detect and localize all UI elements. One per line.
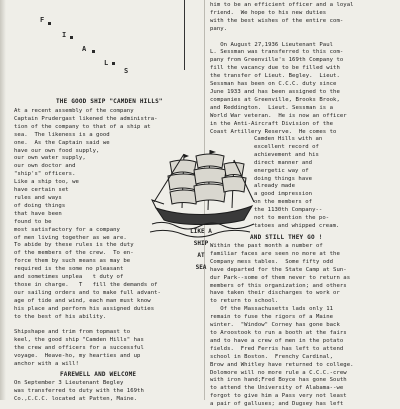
text-line: most satisfactory for a company [14,226,120,233]
text-line: him to be an efficient officer and a loyal [210,2,354,8]
text-line: our own water supply, [14,155,86,162]
text-line: Shipshape and trim from topmast to [14,329,131,336]
text-line: Company mess tables. Some fifty odd [210,258,334,265]
text-line: pany from Greenville's 169th Company to [210,57,344,64]
text-line: a pair of galluses; and Dugsey has left [210,401,344,408]
vertical-word: LIKE A [190,228,212,235]
masthead-letter: I [62,31,67,39]
masthead-letter: S [124,67,129,75]
text-line: remain to fuse the rigors of a Maine [210,314,334,321]
text-line: familiar faces are seen no more at the [210,250,340,257]
text-line: of doing things [14,202,66,209]
text-line: found to be [14,218,52,225]
text-line: Dolomore will no more rule a C.C.C.-crew [210,369,347,376]
vertical-word: SEA [195,264,207,271]
text-line: school in Boston. Frenchy Cardinal, [210,353,334,360]
sessman-article [210,2,354,136]
text-line: of men living together as we are. [14,234,127,241]
farewell-article [14,380,144,404]
text-line: Of the Massachusetts lads only 11 [210,306,334,313]
still-they-go-article [210,243,354,409]
text-line: Coast Artillery Reserve. He comes to [210,128,337,135]
text-line: our sailing orders and to make full advant- [14,289,161,296]
text-line: fill the vacancy due to be filled with [210,65,340,72]
text-line: and Reddington. Lieut. Sessman is a [210,104,334,111]
text-line: forgot to give him a Pass very not least [210,393,347,400]
masthead-letter: A [82,45,87,53]
text-line: that have been [14,210,62,217]
text-line: have certain set [14,187,69,194]
text-line: achievement and his [254,151,319,158]
text-line: At a recent assembly of the company [14,108,134,114]
text-line: in the Anti-Aircraft Division of the [210,120,334,127]
text-line: tion of the company to that of a ship at [14,123,151,130]
text-line: our own doctor and [14,163,76,170]
text-line: To abide by these rules is the duty [14,242,134,249]
text-line: to return to school. [210,298,279,305]
text-line: have departed for the State Camp at Sun- [210,266,347,273]
text-line: to attend the University of Alabama--we [210,385,344,392]
text-line: with iron hand;Fred Boyce has gone South [210,377,347,384]
text-line: was transferred to duty with the 169th [14,387,144,394]
text-line: one. As the Captain said we [14,139,110,146]
text-line: have our own food supply, [14,147,100,154]
vertical-word: AT [197,252,205,259]
text-line: voyage. Heave-ho, my hearties and up [14,353,141,360]
masthead-letter: L [104,59,109,67]
masthead-tick [92,50,95,53]
text-line: age of tide and wind, each man must know [14,297,151,304]
text-line: Within the past month a number of [210,243,323,249]
sailing-ship-illustration [150,146,258,238]
text-line: a good impression [254,191,313,198]
text-line: rules and ways [14,194,62,201]
text-line: companies at Greenville, Brooks Brook, [210,96,340,103]
text-line: fields. Fred Ferris has left to attend [210,345,344,352]
text-line: Like a ship too, we [14,179,79,186]
text-line: L. Sessman was transferred to this com- [210,49,344,56]
text-line: and to have a crew of men in the potato [210,337,344,344]
text-line: June 1933 and has been assigned to the [210,88,340,95]
text-line: excellent record of [254,143,319,150]
text-line: with the best wishes of the entire com- [210,17,344,24]
text-line: Sessman has been on C.C.C. duty since [210,81,337,88]
text-line: to Aroostook to run a booth at the fairs [210,329,347,336]
good-ship-article [14,108,161,369]
text-line: dur Park--some of them never to return as [210,274,351,281]
text-line: his place and perform his assigned duties [14,305,155,312]
masthead-tick [70,36,73,39]
text-line: members of this organization; and others [210,282,347,289]
text-line: of the members of the crew. To en- [14,250,134,257]
still-they-go-heading: AND STILL THEY GO ! [250,234,323,241]
text-line: Brow and Whitley have returned to college. [210,361,354,368]
text-line: World War veteran. He is now an officer [210,112,347,119]
sessman-article-continued [254,136,339,231]
text-line: On August 27,1936 Lieutenant Paul [210,41,334,48]
text-line: pany. [210,25,228,32]
text-line [14,321,161,329]
page-binding-edge [0,0,6,400]
text-line: not to mention the po- [254,215,330,222]
text-line: tatoes and whipped cream. [254,222,340,229]
text-line: to the best of his ability. [14,313,107,320]
text-line: Captain Prudergast likened the administra- [14,115,158,122]
text-line: those in charge. T fill the demands of [14,281,158,288]
text-line: keel, the good ship "Camden Hills" has [14,337,144,344]
text-line: Camden Hills with an [254,136,323,142]
text-line: winter. "Window" Corney has gone back [210,322,340,329]
text-line: the crew and officers for a successful [14,345,144,352]
vertical-word: SHIP [193,240,209,247]
farewell-heading: FAREWELL AND WELCOME [60,371,137,378]
text-line: force them by such means as may be [14,258,131,265]
text-line: "ship's" officers. [14,171,76,178]
good-ship-heading: THE GOOD SHIP "CAMDEN HILLS" [56,98,163,105]
text-line: on the members of [254,199,313,206]
masthead-letter: F [40,16,45,24]
like-a-ship-at-sea-label [188,226,214,274]
text-line: sea. The likeness is a good [14,131,110,138]
text-line: the 1130th Company-- [254,207,323,214]
text-line: anchor with a will! [14,361,79,367]
text-line: the transfer of Lieut. Begley. Lieut. [210,73,340,80]
text-line: energetic way of [254,167,309,174]
text-line: already made [254,183,296,190]
text-line: required is the some no pleasant [14,266,124,273]
masthead-tick [48,22,51,25]
text-line: and sometimes unplea t duty of [14,274,124,281]
text-line: Co.,C.C.C. located at Patten, Maine. [14,395,138,402]
masthead-tick [112,62,115,65]
text-line: doing things have [254,175,313,182]
text-line: direct manner and [254,159,313,166]
text-line: have taken their discharges to work or [210,290,340,297]
text-line: friend. We hope to his new duties [210,9,327,16]
masthead-decoration [14,0,185,75]
text-line: On September 3 Lieutenant Begley [14,380,124,386]
text-line [210,34,354,42]
